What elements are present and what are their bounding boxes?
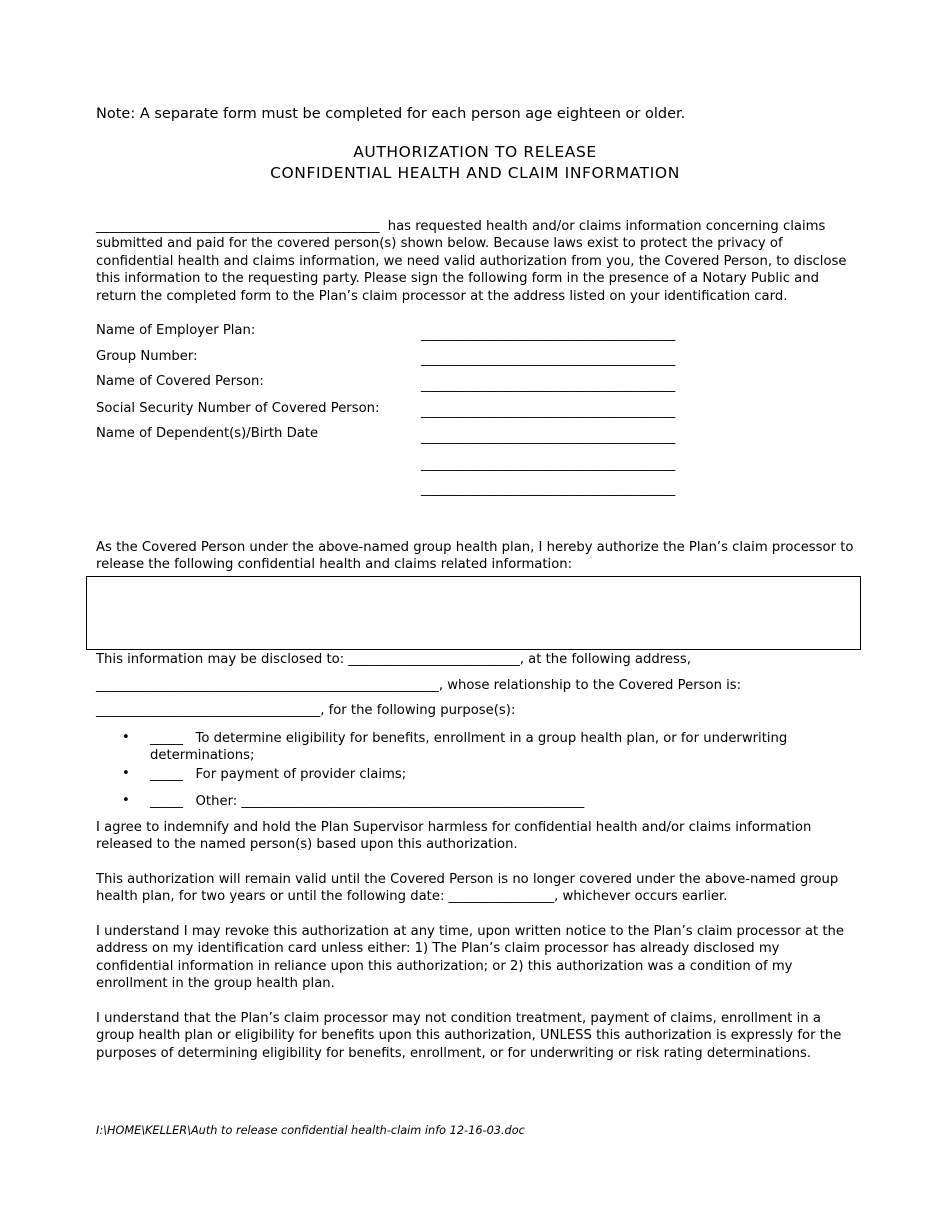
field-blank-employer-plan[interactable]: ______________________________________ [421, 327, 676, 342]
bullet-icon: • [122, 793, 130, 808]
condition-paragraph: I understand that the Plan’s claim processor may not condition treatment, payment of claims, enrollment in a group health plan or eligibility for benefits upon this authorization, UNLESS this authorization is expressly for the purposes of determining eligibility for benefits, enrollment, or for underwriting or risk rating determinations. [96, 1011, 842, 1061]
file-path-footer: I:\HOME\KELLER\Auth to release confidential health-claim info 12-16-03.doc [96, 1124, 525, 1137]
field-blank-dependents-1[interactable]: ______________________________________ [421, 430, 676, 445]
purpose-eligibility [150, 730, 840, 765]
field-blank-covered-person[interactable]: ______________________________________ [421, 378, 676, 393]
purpose-other-blank[interactable]: _____ [150, 794, 183, 809]
field-label-group-number: Group Number: [96, 349, 198, 364]
authorize-paragraph: As the Covered Person under the above-named group health plan, I hereby authorize the Plan’s claim processor to release the following confidential health and claims related information: [96, 540, 854, 573]
validity-paragraph: This authorization will remain valid until the Covered Person is no longer covered under the above-named group health plan, for two years or until the following date: ________________, whichever occurs earlier. [96, 872, 839, 905]
field-label-employer-plan: Name of Employer Plan: [96, 323, 256, 338]
purpose-other [150, 793, 840, 810]
purpose-eligibility-text: To determine eligibility for benefits, enrollment in a group health plan, or for underwriting determinations; [150, 731, 788, 764]
intro-paragraph [96, 218, 856, 305]
purpose-other-text[interactable]: Other: ____________________________________________________ [195, 794, 585, 809]
disclosure-line2[interactable]: ____________________________________________________, whose relationship to the Covered Person is: [96, 678, 742, 693]
purpose-eligibility-blank[interactable]: _____ [150, 731, 183, 746]
field-blank-group-number[interactable]: ______________________________________ [421, 352, 676, 367]
note-text: Note: A separate form must be completed for each person age eighteen or older. [96, 106, 686, 122]
indemnify-paragraph: I agree to indemnify and hold the Plan Supervisor harmless for confidential health and/or claims information released to the named person(s) based upon this authorization. [96, 820, 812, 853]
purpose-payment-blank[interactable]: _____ [150, 767, 183, 782]
requesting-party-blank[interactable]: ___________________________________________ [96, 219, 380, 234]
field-label-covered-person: Name of Covered Person: [96, 374, 264, 389]
document-title-line2: CONFIDENTIAL HEALTH AND CLAIM INFORMATION [270, 164, 680, 182]
purpose-payment-text: For payment of provider claims; [195, 767, 407, 782]
purpose-payment [150, 766, 840, 783]
intro-text: has requested health and/or claims information concerning claims submitted and paid for the covered person(s) shown below. Because laws exist to protect the privacy of confidential health and claims information, we need valid authorization from you, the Covered Person, to disclose this information to the requesting party. Please sign the following form in the presence of a Notary Public and return the completed form to the Plan’s claim processor at the address listed on your identification card. [96, 219, 847, 304]
disclosure-line3[interactable]: __________________________________, for the following purpose(s): [96, 703, 516, 718]
document-title-line1: AUTHORIZATION TO RELEASE [353, 143, 597, 161]
bullet-icon: • [122, 730, 130, 745]
bullet-icon: • [122, 766, 130, 781]
revoke-paragraph: I understand I may revoke this authorization at any time, upon written notice to the Plan’s claim processor at the address on my identification card unless either: 1) The Plan’s claim processor has already disclosed my confidential information in reliance upon this authorization; or 2) this authorization was a condition of my enrollment in the group health plan. [96, 924, 844, 992]
information-textbox[interactable] [86, 576, 861, 650]
field-blank-dependents-2[interactable]: ______________________________________ [421, 457, 676, 472]
disclosure-line1[interactable]: This information may be disclosed to: __________________________, at the following address, [96, 652, 691, 667]
field-label-dependents: Name of Dependent(s)/Birth Date [96, 426, 319, 441]
field-label-ssn: Social Security Number of Covered Person: [96, 401, 380, 416]
field-blank-ssn[interactable]: ______________________________________ [421, 404, 676, 419]
field-blank-dependents-3[interactable]: ______________________________________ [421, 482, 676, 497]
